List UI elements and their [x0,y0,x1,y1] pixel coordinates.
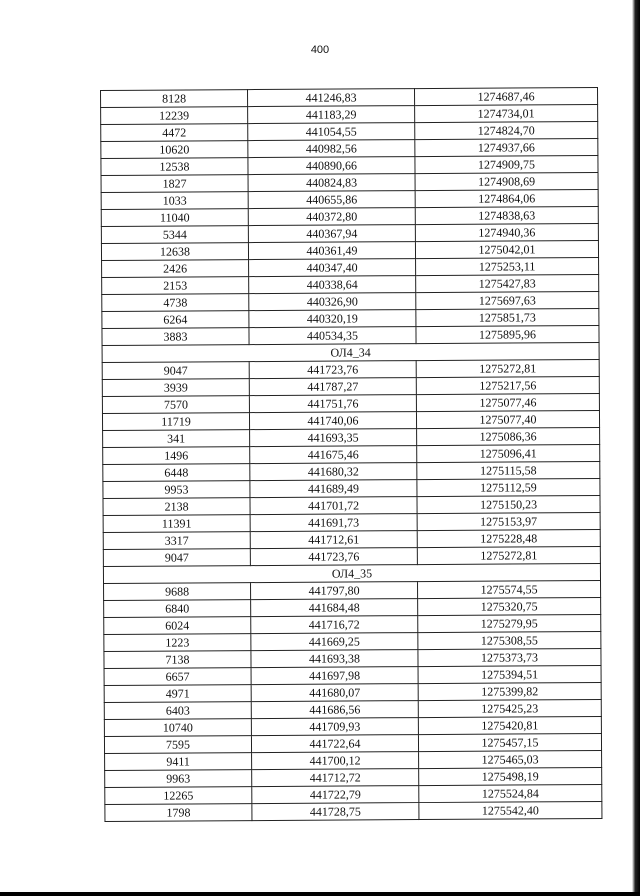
y-coordinate-cell: 1274909,75 [415,155,598,173]
y-coordinate-cell: 1275498,19 [419,767,602,785]
x-coordinate-cell: 441054,55 [248,123,415,141]
y-coordinate-cell: 1275112,59 [417,478,600,496]
scan-edge-bottom [0,892,640,896]
point-id-cell: 6024 [104,617,251,635]
x-coordinate-cell: 441740,06 [249,412,416,430]
x-coordinate-cell: 440367,94 [248,225,415,243]
x-coordinate-cell: 441669,25 [251,633,418,651]
point-id-cell: 3317 [103,532,250,550]
y-coordinate-cell: 1275457,15 [418,733,601,751]
point-id-cell: 9688 [104,583,251,601]
point-id-cell: 1223 [104,634,251,652]
x-coordinate-cell: 441716,72 [251,616,418,634]
point-id-cell: 9047 [102,362,249,380]
point-id-cell: 1496 [103,447,250,465]
point-id-cell: 341 [103,430,250,448]
x-coordinate-cell: 441675,46 [250,446,417,464]
point-id-cell: 7138 [104,651,251,669]
point-id-cell: 6448 [103,464,250,482]
x-coordinate-cell: 440347,40 [249,259,416,277]
point-id-cell: 5344 [101,226,248,244]
y-coordinate-cell: 1275320,75 [418,597,601,615]
x-coordinate-cell: 441751,76 [249,395,416,413]
y-coordinate-cell: 1275524,84 [419,784,602,802]
x-coordinate-cell: 441686,56 [251,701,418,719]
y-coordinate-cell: 1274838,63 [415,206,598,224]
x-coordinate-cell: 440320,19 [249,310,416,328]
y-coordinate-cell: 1275895,96 [416,325,599,343]
x-coordinate-cell: 440372,80 [248,208,415,226]
y-coordinate-cell: 1275077,46 [416,393,599,411]
y-coordinate-cell: 1275253,11 [416,257,599,275]
point-id-cell: 1798 [105,804,252,822]
x-coordinate-cell: 441722,64 [251,735,418,753]
y-coordinate-cell: 1275542,40 [419,801,602,819]
x-coordinate-cell: 441183,29 [248,106,415,124]
x-coordinate-cell: 440890,66 [248,157,415,175]
y-coordinate-cell: 1275394,51 [418,665,601,683]
y-coordinate-cell: 1275574,55 [418,580,601,598]
x-coordinate-cell: 440338,64 [249,276,416,294]
x-coordinate-cell: 441689,49 [250,480,417,498]
coordinates-table [100,87,602,822]
point-id-cell: 12239 [101,107,248,125]
coordinates-sheet [100,87,600,822]
point-id-cell: 1827 [101,175,248,193]
x-coordinate-cell: 441693,35 [250,429,417,447]
table-row [105,801,602,821]
y-coordinate-cell: 1275399,82 [418,682,601,700]
point-id-cell: 11040 [101,209,248,227]
table-body [101,87,602,821]
y-coordinate-cell: 1275697,63 [416,291,599,309]
y-coordinate-cell: 1275308,55 [418,631,601,649]
x-coordinate-cell: 441691,73 [250,514,417,532]
y-coordinate-cell: 1275086,36 [417,427,600,445]
y-coordinate-cell: 1275077,40 [416,410,599,428]
point-id-cell: 4971 [104,685,251,703]
x-coordinate-cell: 441680,32 [250,463,417,481]
point-id-cell: 9953 [103,481,250,499]
point-id-cell: 12638 [101,243,248,261]
x-coordinate-cell: 441722,79 [252,786,419,804]
point-id-cell: 6403 [104,702,251,720]
point-id-cell: 10620 [101,141,248,159]
y-coordinate-cell: 1275272,81 [417,546,600,564]
x-coordinate-cell: 441723,76 [250,548,417,566]
y-coordinate-cell: 1275427,83 [416,274,599,292]
scan-edge-right [632,0,640,896]
point-id-cell: 6264 [102,311,249,329]
x-coordinate-cell: 440361,49 [248,242,415,260]
y-coordinate-cell: 1274734,01 [415,104,598,122]
y-coordinate-cell: 1275425,23 [418,699,601,717]
point-id-cell: 9047 [103,549,250,567]
section-label: ОЛ4_34 [102,342,599,362]
y-coordinate-cell: 1274864,06 [415,189,598,207]
y-coordinate-cell: 1274824,70 [415,121,598,139]
point-id-cell: 7570 [102,396,249,414]
x-coordinate-cell: 440655,86 [248,191,415,209]
y-coordinate-cell: 1275420,81 [418,716,601,734]
point-id-cell: 12538 [101,158,248,176]
x-coordinate-cell: 440534,35 [249,327,416,345]
point-id-cell: 2426 [102,260,249,278]
y-coordinate-cell: 1275153,97 [417,512,600,530]
y-coordinate-cell: 1275465,03 [419,750,602,768]
y-coordinate-cell: 1275217,56 [416,376,599,394]
x-coordinate-cell: 441723,76 [249,361,416,379]
point-id-cell: 4738 [102,294,249,312]
section-label: ОЛ4_35 [103,563,600,583]
x-coordinate-cell: 441693,38 [251,650,418,668]
point-id-cell: 6657 [104,668,251,686]
y-coordinate-cell: 1275851,73 [416,308,599,326]
y-coordinate-cell: 1274908,69 [415,172,598,190]
point-id-cell: 10740 [104,719,251,737]
y-coordinate-cell: 1275096,41 [417,444,600,462]
point-id-cell: 12265 [105,787,252,805]
x-coordinate-cell: 441712,72 [252,769,419,787]
y-coordinate-cell: 1275115,58 [417,461,600,479]
y-coordinate-cell: 1275373,73 [418,648,601,666]
point-id-cell: 1033 [101,192,248,210]
point-id-cell: 9963 [105,770,252,788]
x-coordinate-cell: 440824,83 [248,174,415,192]
page-number: 400 [310,44,330,56]
point-id-cell: 11391 [103,515,250,533]
y-coordinate-cell: 1275279,95 [418,614,601,632]
point-id-cell: 3883 [102,328,249,346]
point-id-cell: 6840 [104,600,251,618]
y-coordinate-cell: 1274687,46 [414,87,597,105]
point-id-cell: 2138 [103,498,250,516]
point-id-cell: 8128 [101,90,248,108]
point-id-cell: 9411 [105,753,252,771]
x-coordinate-cell: 441684,48 [251,599,418,617]
x-coordinate-cell: 441246,83 [248,89,415,107]
x-coordinate-cell: 441797,80 [251,582,418,600]
point-id-cell: 2153 [102,277,249,295]
x-coordinate-cell: 441697,98 [251,667,418,685]
x-coordinate-cell: 440982,56 [248,140,415,158]
y-coordinate-cell: 1275150,23 [417,495,600,513]
x-coordinate-cell: 441700,12 [252,752,419,770]
y-coordinate-cell: 1274937,66 [415,138,598,156]
point-id-cell: 11719 [102,413,249,431]
x-coordinate-cell: 441680,07 [251,684,418,702]
x-coordinate-cell: 440326,90 [249,293,416,311]
x-coordinate-cell: 441701,72 [250,497,417,515]
y-coordinate-cell: 1274940,36 [415,223,598,241]
point-id-cell: 7595 [104,736,251,754]
y-coordinate-cell: 1275272,81 [416,359,599,377]
x-coordinate-cell: 441728,75 [252,803,419,821]
point-id-cell: 3939 [102,379,249,397]
x-coordinate-cell: 441712,61 [250,531,417,549]
point-id-cell: 4472 [101,124,248,142]
y-coordinate-cell: 1275228,48 [417,529,600,547]
x-coordinate-cell: 441709,93 [251,718,418,736]
y-coordinate-cell: 1275042,01 [415,240,598,258]
x-coordinate-cell: 441787,27 [249,378,416,396]
